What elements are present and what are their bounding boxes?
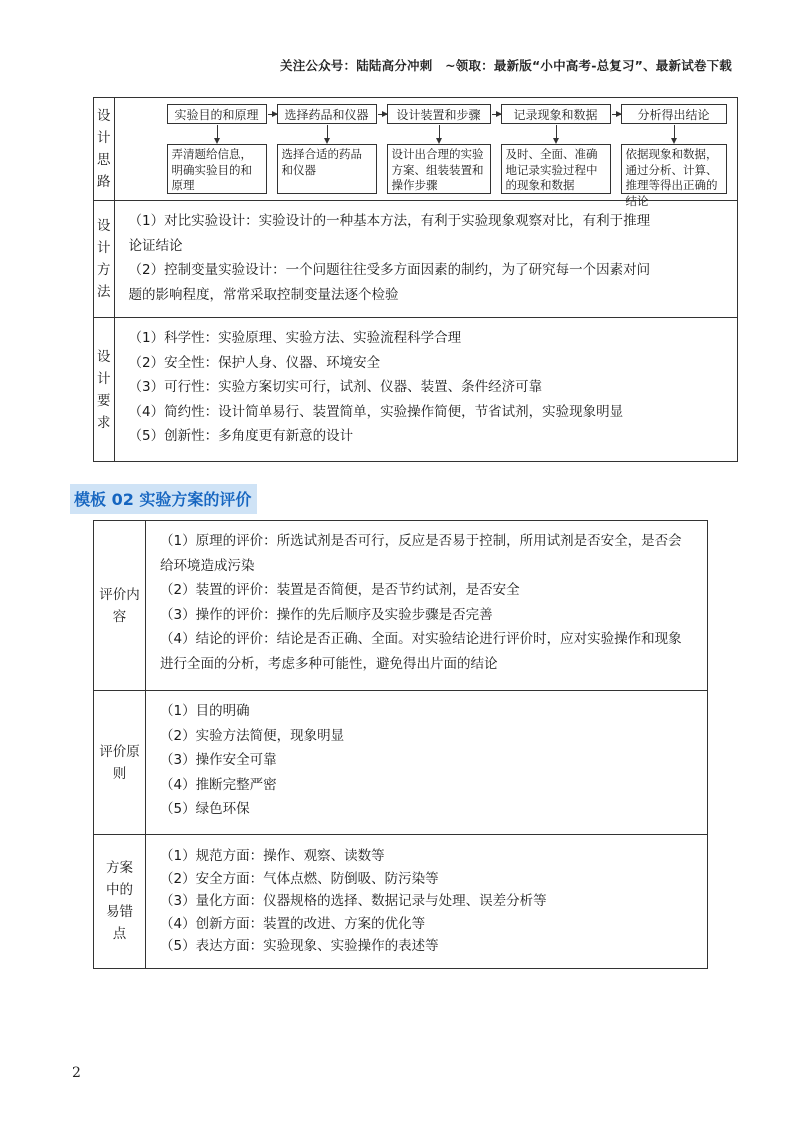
section-heading: 模板 02 实验方案的评价 — [70, 484, 257, 514]
row-label-common-mistakes: 方案中的易错点 — [94, 835, 146, 969]
text-line: （3）操作的评价：操作的先后顺序及实验步骤是否完善 — [160, 606, 493, 623]
page-header: 关注公众号：陆陆高分冲刺 ~领取：最新版“小中高考-总复习”、最新试卷下载 — [280, 58, 732, 73]
text-line: （4）创新方面：装置的改进、方案的优化等 — [160, 915, 426, 932]
evaluation-table — [93, 520, 708, 969]
flow-detail: 弄清题给信息，明确实验目的和原理 — [167, 144, 267, 194]
arrow-right-icon — [378, 114, 387, 115]
text-line: （3）操作安全可靠 — [160, 752, 277, 768]
table-row — [94, 521, 708, 691]
text-line: 题的影响程度，常常采取控制变量法逐个检验 — [128, 286, 399, 303]
flow-step: 选择药品和仪器 — [277, 104, 377, 124]
design-table — [93, 97, 738, 462]
flow-detail: 及时、全面、准确地记录实验过程中的现象和数据 — [501, 144, 611, 194]
text-line: （5）绿色环保 — [160, 801, 250, 817]
flow-diagram — [167, 104, 727, 208]
text-line: （5）创新性：多角度更有新意的设计 — [128, 428, 354, 444]
flow-detail: 设计出合理的实验方案、组装装置和操作步骤 — [387, 144, 491, 194]
table-row — [94, 691, 708, 835]
row-label-design-idea: 设计思路 — [94, 98, 115, 201]
text-line: （5）表达方面：实验现象、实验操作的表述等 — [160, 938, 439, 954]
text-line: 进行全面的分析，考虑多种可能性，避免得出片面的结论 — [160, 655, 498, 672]
table-row — [94, 98, 738, 201]
flow-step: 分析得出结论 — [621, 104, 727, 124]
text-line: （4）简约性：设计简单易行、装置简单，实验操作简便，节省试剂，实验现象明显 — [128, 403, 624, 420]
text-line: （1）科学性：实验原理、实验方法、实验流程科学合理 — [128, 330, 462, 346]
table-row — [94, 201, 738, 318]
text-line: （3）可行性：实验方案切实可行，试剂、仪器、装置、条件经济可靠 — [128, 379, 543, 395]
row-label-eval-content: 评价内容 — [94, 521, 146, 691]
arrow-right-icon — [268, 114, 277, 115]
text-line: （2）安全性：保护人身、仪器、环境安全 — [128, 354, 381, 371]
arrow-down-icon — [327, 125, 328, 142]
flow-detail: 依据现象和数据，通过分析、计算、推理等得出正确的结论 — [621, 144, 727, 194]
flow-detail: 选择合适的药品和仪器 — [277, 144, 377, 194]
table-row — [94, 835, 708, 969]
text-line: （4）推断完整严密 — [160, 776, 277, 793]
flow-step: 记录现象和数据 — [501, 104, 611, 124]
arrow-down-icon — [674, 125, 675, 142]
arrow-down-icon — [217, 125, 218, 142]
row-content — [146, 691, 708, 835]
row-content — [146, 521, 708, 691]
row-label-eval-principles: 评价原则 — [94, 691, 146, 835]
text-line: （2）装置的评价：装置是否简便，是否节约试剂，是否安全 — [160, 582, 520, 598]
text-line: （1）目的明确 — [160, 703, 250, 719]
row-label-design-method: 设计方法 — [94, 201, 115, 318]
arrow-right-icon — [492, 114, 501, 115]
text-line: （2）控制变量实验设计：一个问题往往受多方面因素的制约，为了研究每一个因素对问 — [128, 262, 651, 278]
row-content — [114, 201, 737, 318]
arrow-right-icon — [612, 114, 621, 115]
text-line: 给环境造成污染 — [160, 557, 255, 574]
text-line: （2）安全方面：气体点燃、防倒吸、防污染等 — [160, 870, 439, 887]
arrow-down-icon — [556, 125, 557, 142]
flow-step: 设计装置和步骤 — [387, 104, 491, 124]
table-row — [94, 318, 738, 462]
text-line: （1）对比实验设计：实验设计的一种基本方法，有利于实验现象观察对比，有利于推理 — [128, 213, 651, 229]
flow-diagram-cell — [114, 98, 737, 208]
page-number: 2 — [72, 1065, 81, 1081]
text-line: （1）规范方面：操作、观察、读数等 — [160, 848, 385, 864]
flow-step: 实验目的和原理 — [167, 104, 267, 124]
row-label-design-requirements: 设计要求 — [94, 318, 115, 462]
row-content — [114, 318, 737, 462]
row-content — [146, 835, 708, 969]
text-line: （4）结论的评价：结论是否正确、全面。对实验结论进行评价时，应对实验操作和现象 — [160, 631, 682, 647]
text-line: （2）实验方法简便，现象明显 — [160, 727, 345, 744]
arrow-down-icon — [439, 125, 440, 142]
text-line: （1）原理的评价：所选试剂是否可行，反应是否易于控制，所用试剂是否安全，是否会 — [160, 533, 682, 549]
text-line: 论证结论 — [128, 237, 183, 254]
text-line: （3）量化方面：仪器规格的选择、数据记录与处理、误差分析等 — [160, 893, 547, 909]
